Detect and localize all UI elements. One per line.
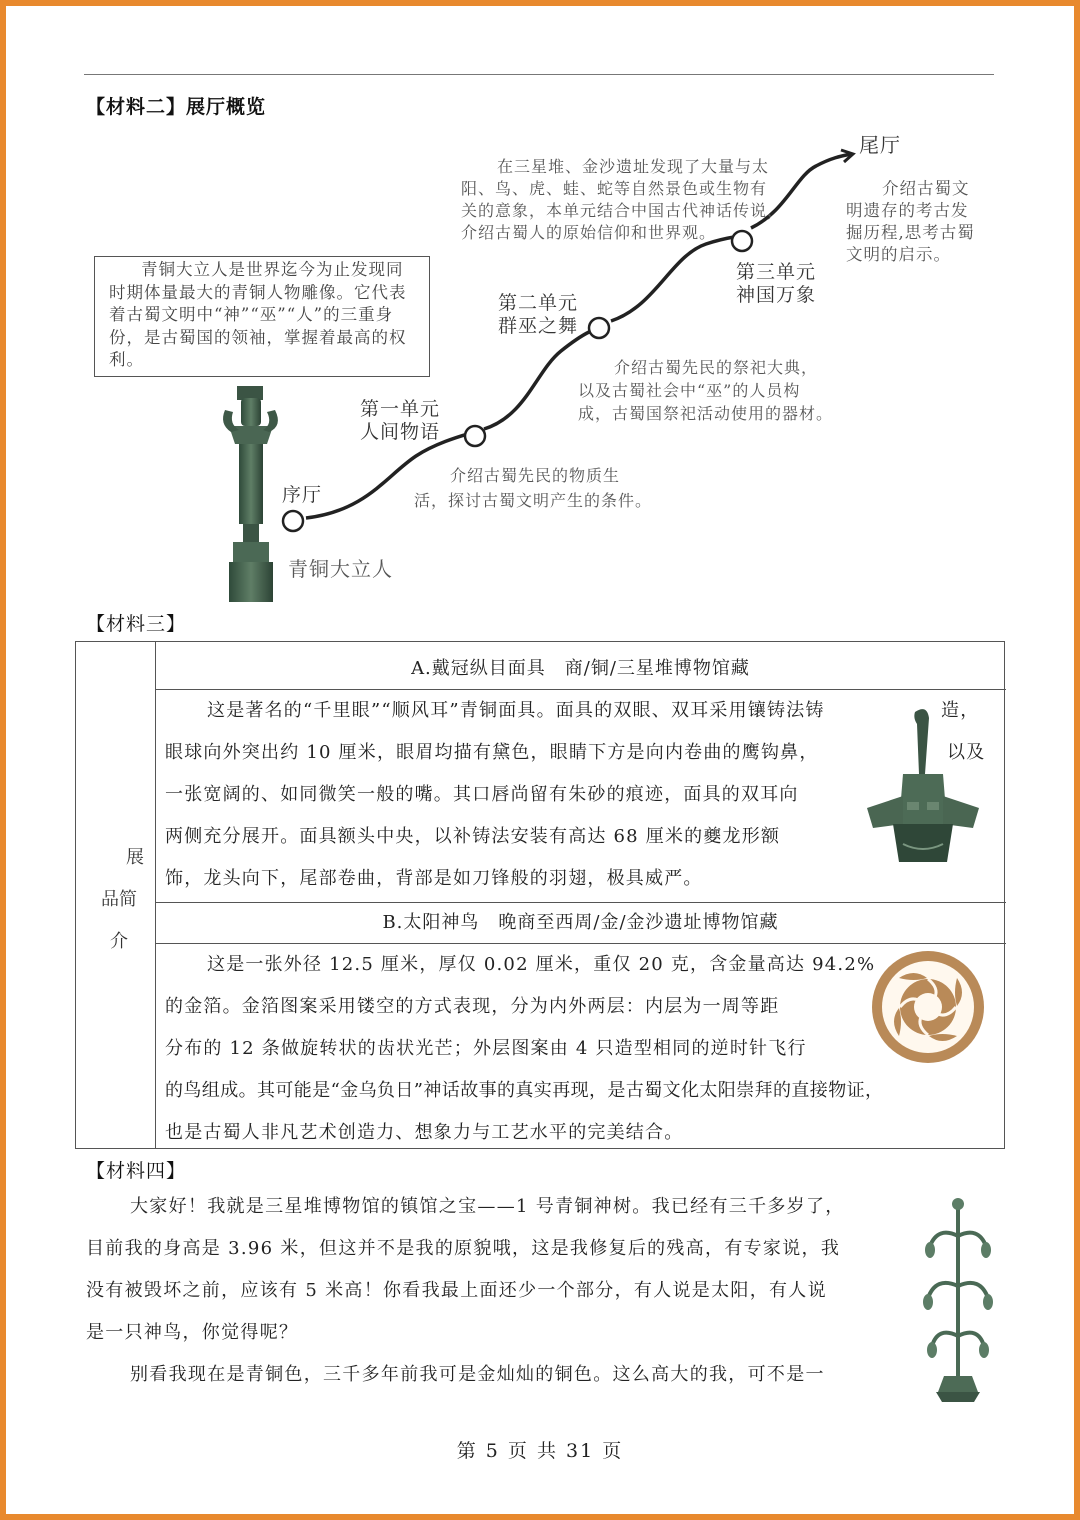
sun-bird-gold-image	[869, 948, 987, 1066]
statue-info-text: 青铜大立人是世界迄今为止发现同时期体量最大的青铜人物雕像。它代表着古蜀文明中“神”“巫”“人”的三重身份，是古蜀国的领袖，掌握着最高的权利。	[109, 260, 407, 369]
material4-line-1: 大家好！我就是三星堆博物馆的镇馆之宝——1 号青铜神树。我已经有三千多岁了，	[130, 1196, 845, 1217]
page-footer: 第 5 页 共 31 页	[456, 1440, 624, 1462]
bronze-tree-image	[918, 1196, 998, 1406]
material2-heading: 【材料二】展厅概览	[86, 96, 267, 118]
stage-end-hall: 尾厅	[859, 133, 901, 157]
statue-info-box	[94, 256, 430, 377]
material4-line-4: 是一只神鸟，你觉得呢？	[86, 1322, 299, 1343]
stop-circle-unit1	[465, 426, 485, 446]
exhibit-table-label: 展 品简 介	[101, 847, 144, 952]
material3-heading: 【材料三】	[86, 613, 187, 635]
route-segment-2	[484, 332, 589, 429]
bronze-mask-image	[863, 704, 986, 874]
stage-unit2-number: 第二单元	[498, 292, 579, 314]
item-b-title: B.太阳神鸟 晚商至西周/金/金沙遗址博物馆藏	[155, 903, 1006, 944]
stage-unit3-number: 第三单元	[736, 261, 817, 283]
bronze-statue-image	[211, 384, 291, 604]
item-b-body: 这是一张外径 12.5 厘米，厚仅 0.02 厘米，重仅 20 克，含金量高达 94.2% 的金箔。金箔图案采用镂空的方式表现，分为内外两层：内层为一周等距 分布的 12 条做旋转状的齿状光芒；外层图案由 4 只造型相同的逆时针飞行 的鸟组成。其可能是“金乌负日”神话故事的真实再现，是古蜀文化太阳崇拜的直接物证， 也是古蜀人非凡艺术创造力、想象力与工艺水平的完美结合。	[155, 944, 1006, 1150]
unit1-description: 介绍古蜀先民的物质生 活，探讨古蜀文明产生的条件。	[414, 466, 653, 510]
item-a-line2-tail: 以及	[947, 742, 986, 763]
stage-unit2-name: 群巫之舞	[498, 315, 579, 337]
unit3-description: 在三星堆、金沙遗址发现了大量与太 阳、鸟、虎、蛙、蛇等自然景色或生物有 关的意象，本单元结合中国古代神话传说， 介绍古蜀人的原始信仰和世界观。	[461, 157, 785, 242]
stop-circle-unit2	[589, 318, 609, 338]
material4-line-3: 没有被毁坏之前，应该有 5 米高！你看我最上面还少一个部分，有人说是太阳，有人说	[86, 1280, 827, 1301]
item-a-body: 这是著名的“千里眼”“顺风耳”青铜面具。面具的双眼、双耳采用镶铸法铸 眼球向外突出约 10 厘米，眼眉均描有黛色，眼睛下方是向内卷曲的鹰钩鼻， 一张宽阔的、如同微笑一般的嘴。其口唇尚留有朱砂的痕迹，面具的双耳向 两侧充分展开。面具额头中央，以补铸法安装有高达 68 厘米的夔龙形额 饰，龙头向下，尾部卷曲，背部是如刀锋般的羽翅，极具威严。 造， 以及	[155, 690, 1006, 903]
unit2-description: 介绍古蜀先民的祭祀大典， 以及古蜀社会中“巫”的人员构 成，古蜀国祭祀活动使用的器材。	[578, 358, 834, 423]
item-a-line1-tail: 造，	[941, 700, 980, 721]
exhibit-table	[75, 641, 1005, 1149]
material4-line-5: 别看我现在是青铜色，三千多年前我可是金灿灿的铜色。这么高大的我，可不是一	[130, 1364, 825, 1385]
end-hall-description: 介绍古蜀文 明遗存的考古发 掘历程,思考古蜀 文明的启示。	[846, 179, 975, 264]
material4-line-2: 目前我的身高是 3.96 米，但这并不是我的原貌哦，这是我修复后的残高，有专家说，我	[86, 1238, 841, 1259]
stage-intro-hall: 序厅	[282, 484, 323, 506]
statue-caption: 青铜大立人	[288, 557, 393, 581]
item-a-title: A.戴冠纵目面具 商/铜/三星堆博物馆藏	[155, 649, 1006, 690]
material4-heading: 【材料四】	[86, 1160, 187, 1182]
stage-unit1-name: 人间物语	[360, 421, 441, 443]
exhibit-table-label-column	[76, 642, 156, 1148]
stage-unit3-name: 神国万象	[736, 284, 817, 306]
route-segment-3	[611, 237, 734, 321]
stage-unit1-number: 第一单元	[360, 398, 441, 420]
